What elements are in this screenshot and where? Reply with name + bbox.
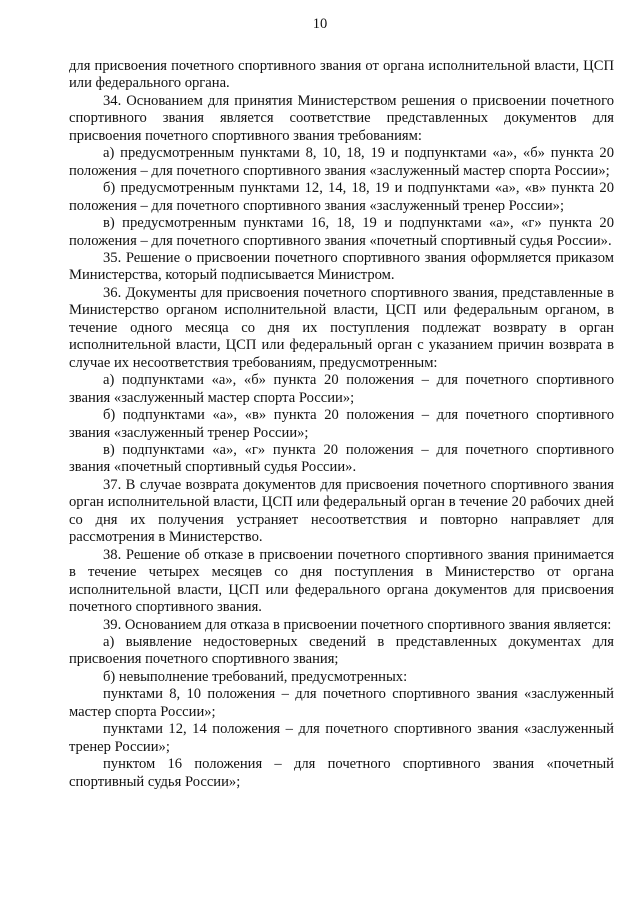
paragraph-36-c: в) подпунктами «а», «г» пункта 20 положения – для почетного спортивного звания «почетный спортивный судья России». — [69, 441, 614, 476]
paragraph-34: 34. Основанием для принятия Министерством решения о присвоении почетного спортивного звания является соответствие представленных документов для присвоения почетного спортивного звания требованиям: — [69, 92, 614, 144]
paragraph-continuation: для присвоения почетного спортивного звания от органа исполнительной власти, ЦСП или федерального органа. — [69, 58, 614, 92]
paragraph-36-b: б) подпунктами «а», «в» пункта 20 положения – для почетного спортивного звания «заслуженный тренер России»; — [69, 407, 614, 441]
paragraph-39: 39. Основанием для отказа в присвоении почетного спортивного звания является: — [103, 616, 612, 633]
paragraph-35: 35. Решение о присвоении почетного спортивного звания оформляется приказом Министерства, который подписывается Министром. — [69, 249, 614, 284]
paragraph-39-b-1: пунктами 8, 10 положения – для почетного спортивного звания «заслуженный мастер спорта России»; — [69, 686, 614, 720]
paragraph-39-b-2: пунктами 12, 14 положения – для почетного спортивного звания «заслуженный тренер России»; — [69, 721, 614, 755]
paragraph-39-b-3: пунктом 16 положения – для почетного спортивного звания «почетный спортивный судья России»; — [69, 756, 614, 790]
paragraph-36-a: а) подпунктами «а», «б» пункта 20 положения – для почетного спортивного звания «заслуженный мастер спорта России»; — [69, 372, 614, 406]
paragraph-38: 38. Решение об отказе в присвоении почетного спортивного звания принимается в течение четырех месяцев со дня поступления в Министерство от органа исполнительной власти, ЦСП или федерального органа документов для присвоения почетного спортивного звания. — [69, 546, 614, 616]
paragraph-34-b: б) предусмотренным пунктами 12, 14, 18, 19 и подпунктами «а», «в» пункта 20 положения – для почетного спортивного звания «заслуженный тренер России»; — [69, 180, 614, 214]
paragraph-36: 36. Документы для присвоения почетного спортивного звания, представленные в Министерство органом исполнительной власти, ЦСП или федеральным органом, в течение одного месяца со дня их поступления подлежат возврату в орган исполнительной власти, ЦСП или федеральный орган с указанием причин возврата в случае их несоответствия требованиям, предусмотренным: — [69, 284, 614, 371]
paragraph-34-c: в) предусмотренным пунктами 16, 18, 19 и подпунктами «а», «г» пункта 20 положения – для почетного спортивного звания «почетный спортивный судья России». — [69, 215, 614, 249]
paragraph-39-a: а) выявление недостоверных сведений в представленных документах для присвоения почетного спортивного звания; — [69, 633, 614, 668]
paragraph-34-a: а) предусмотренным пунктами 8, 10, 18, 19 и подпунктами «а», «б» пункта 20 положения – для почетного спортивного звания «заслуженный мастер спорта России»; — [69, 145, 614, 179]
paragraph-37: 37. В случае возврата документов для присвоения почетного спортивного звания орган исполнительной власти, ЦСП или федеральный орган в течение 20 рабочих дней со дня их получения устраняет несоответствия и повторно направляет для рассмотрения в Министерство. — [69, 476, 614, 546]
document-body — [69, 58, 614, 791]
paragraph-39-b: б) невыполнение требований, предусмотренных: — [103, 668, 408, 685]
page-number: 10 — [312, 16, 328, 32]
